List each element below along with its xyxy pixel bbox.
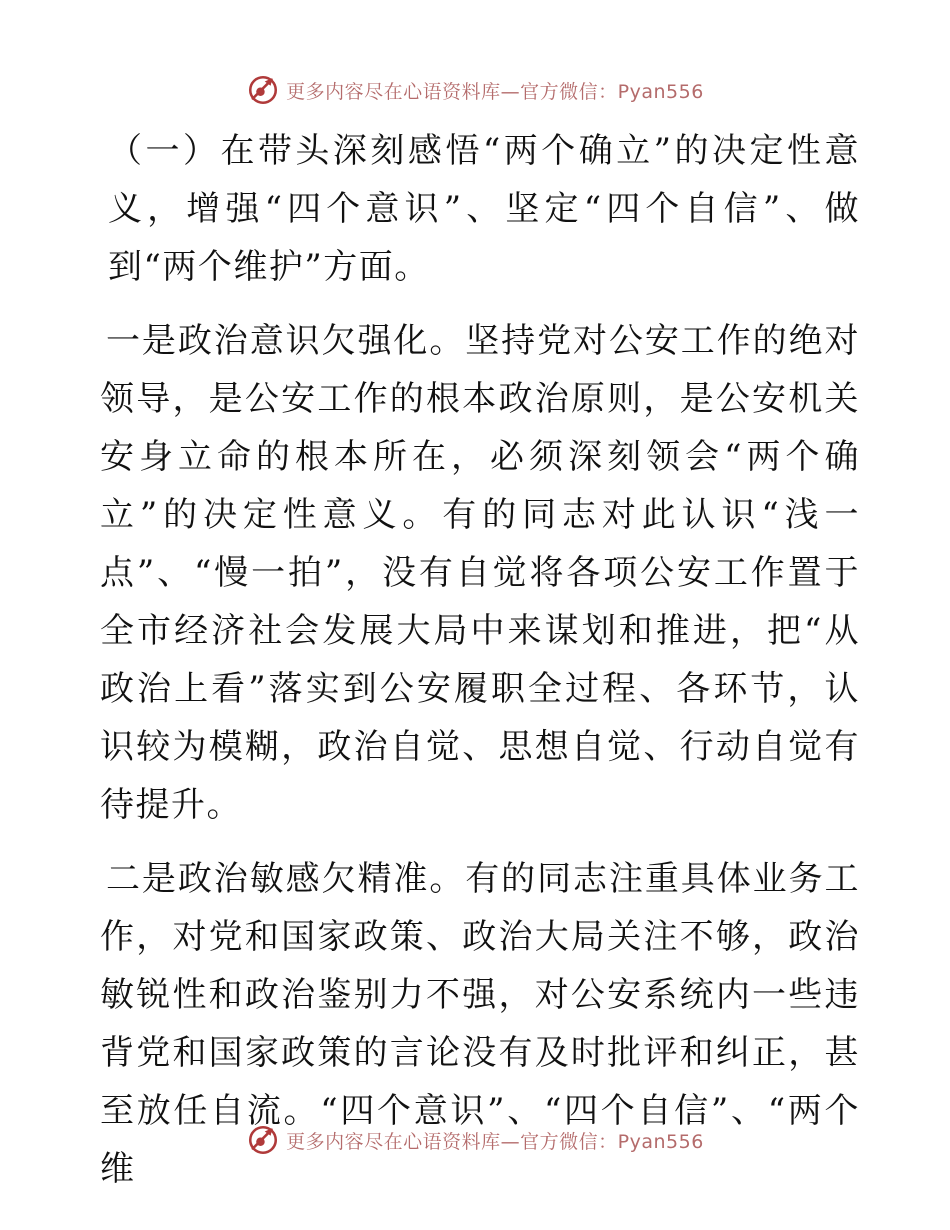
watermark-group xyxy=(246,1123,704,1157)
paragraph-political-sensitivity: 二是政治敏感欠精准。有的同志注重具体业务工作，对党和国家政策、政治大局关注不够，政治敏锐性和政治鉴别力不强，对公安系统内一些违背党和国家政策的言论没有及时批评和纠正，甚至放任自流。“四个意识”、“四个自信”、“两个维 xyxy=(100,859,860,1189)
section-heading: （一）在带头深刻感悟“两个确立”的决定性意义，增强“四个意识”、坚定“四个自信”、做到“两个维护”方面。 xyxy=(108,131,860,287)
watermark-logo-icon xyxy=(246,1123,280,1157)
footer-watermark xyxy=(0,1120,950,1160)
document-body xyxy=(100,122,860,1214)
watermark-group xyxy=(246,73,704,107)
paragraph-political-awareness: 一是政治意识欠强化。坚持党对公安工作的绝对领导，是公安工作的根本政治原则，是公安机关安身立命的根本所在，必须深刻领会“两个确立”的决定性意义。有的同志对此认识“浅一点”、“慢一拍”，没有自觉将各项公安工作置于全市经济社会发展大局中来谋划和推进，把“从政治上看”落实到公安履职全过程、各环节，认识较为模糊，政治自觉、思想自觉、行动自觉有待提升。 xyxy=(100,321,860,825)
header-watermark xyxy=(0,70,950,110)
watermark-text: 更多内容尽在心语资料库—官方微信：Pyan556 xyxy=(286,1130,704,1153)
watermark-logo-icon xyxy=(246,73,280,107)
watermark-text: 更多内容尽在心语资料库—官方微信：Pyan556 xyxy=(286,80,704,103)
